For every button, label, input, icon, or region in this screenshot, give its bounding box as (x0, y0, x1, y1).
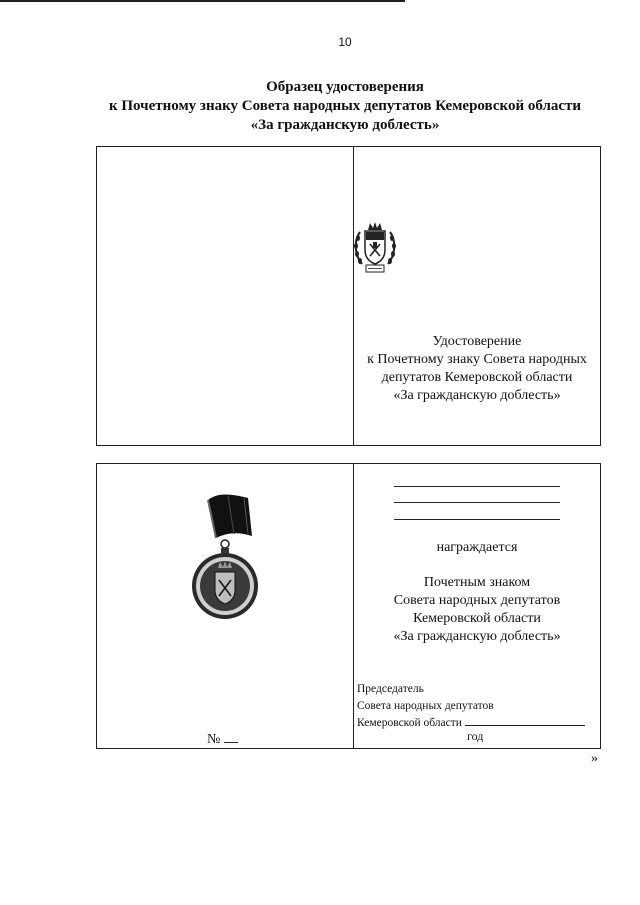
chair-line-1: Председатель (357, 683, 424, 695)
document-title (0, 78, 640, 135)
award-name (352, 574, 602, 646)
closing-quote: » (591, 751, 598, 766)
recipient-name-line-3 (394, 519, 560, 520)
award-line-3: Кемеровской области (413, 611, 541, 626)
awarded-text: награждается (436, 540, 518, 555)
top-rule (0, 0, 405, 2)
coat-of-arms-icon (352, 220, 398, 276)
cover-text (352, 333, 602, 405)
award-line-2: Совета народных депутатов (393, 593, 561, 608)
recipient-name-line-2 (394, 502, 560, 503)
cover-line-3: депутатов Кемеровской области (381, 370, 573, 385)
chair-line-2: Совета народных депутатов (357, 700, 494, 712)
cover-line-4: «За гражданскую доблесть» (393, 388, 561, 403)
certificate-number (207, 730, 238, 748)
title-line-2: к Почетному знаку Совета народных депутатов Кемеровской области (108, 98, 582, 114)
page-number: 10 (338, 35, 352, 49)
award-line-1: Почетным знаком (423, 575, 531, 590)
signature-line (465, 715, 585, 726)
number-blank-line (224, 730, 238, 743)
cover-line-1: Удостоверение (432, 334, 522, 349)
recipient-name-line-1 (394, 486, 560, 487)
number-label: № (207, 732, 221, 747)
title-line-3: «За гражданскую доблесть» (250, 117, 440, 133)
award-line-4: «За гражданскую доблесть» (393, 629, 561, 644)
medal-icon (188, 488, 268, 624)
chair-line-3: Кемеровской области (357, 717, 462, 729)
chairman-block (357, 681, 585, 732)
cover-line-2: к Почетному знаку Совета народных (367, 352, 587, 367)
title-line-1: Образец удостоверения (266, 79, 424, 95)
year-label: год (467, 729, 484, 743)
